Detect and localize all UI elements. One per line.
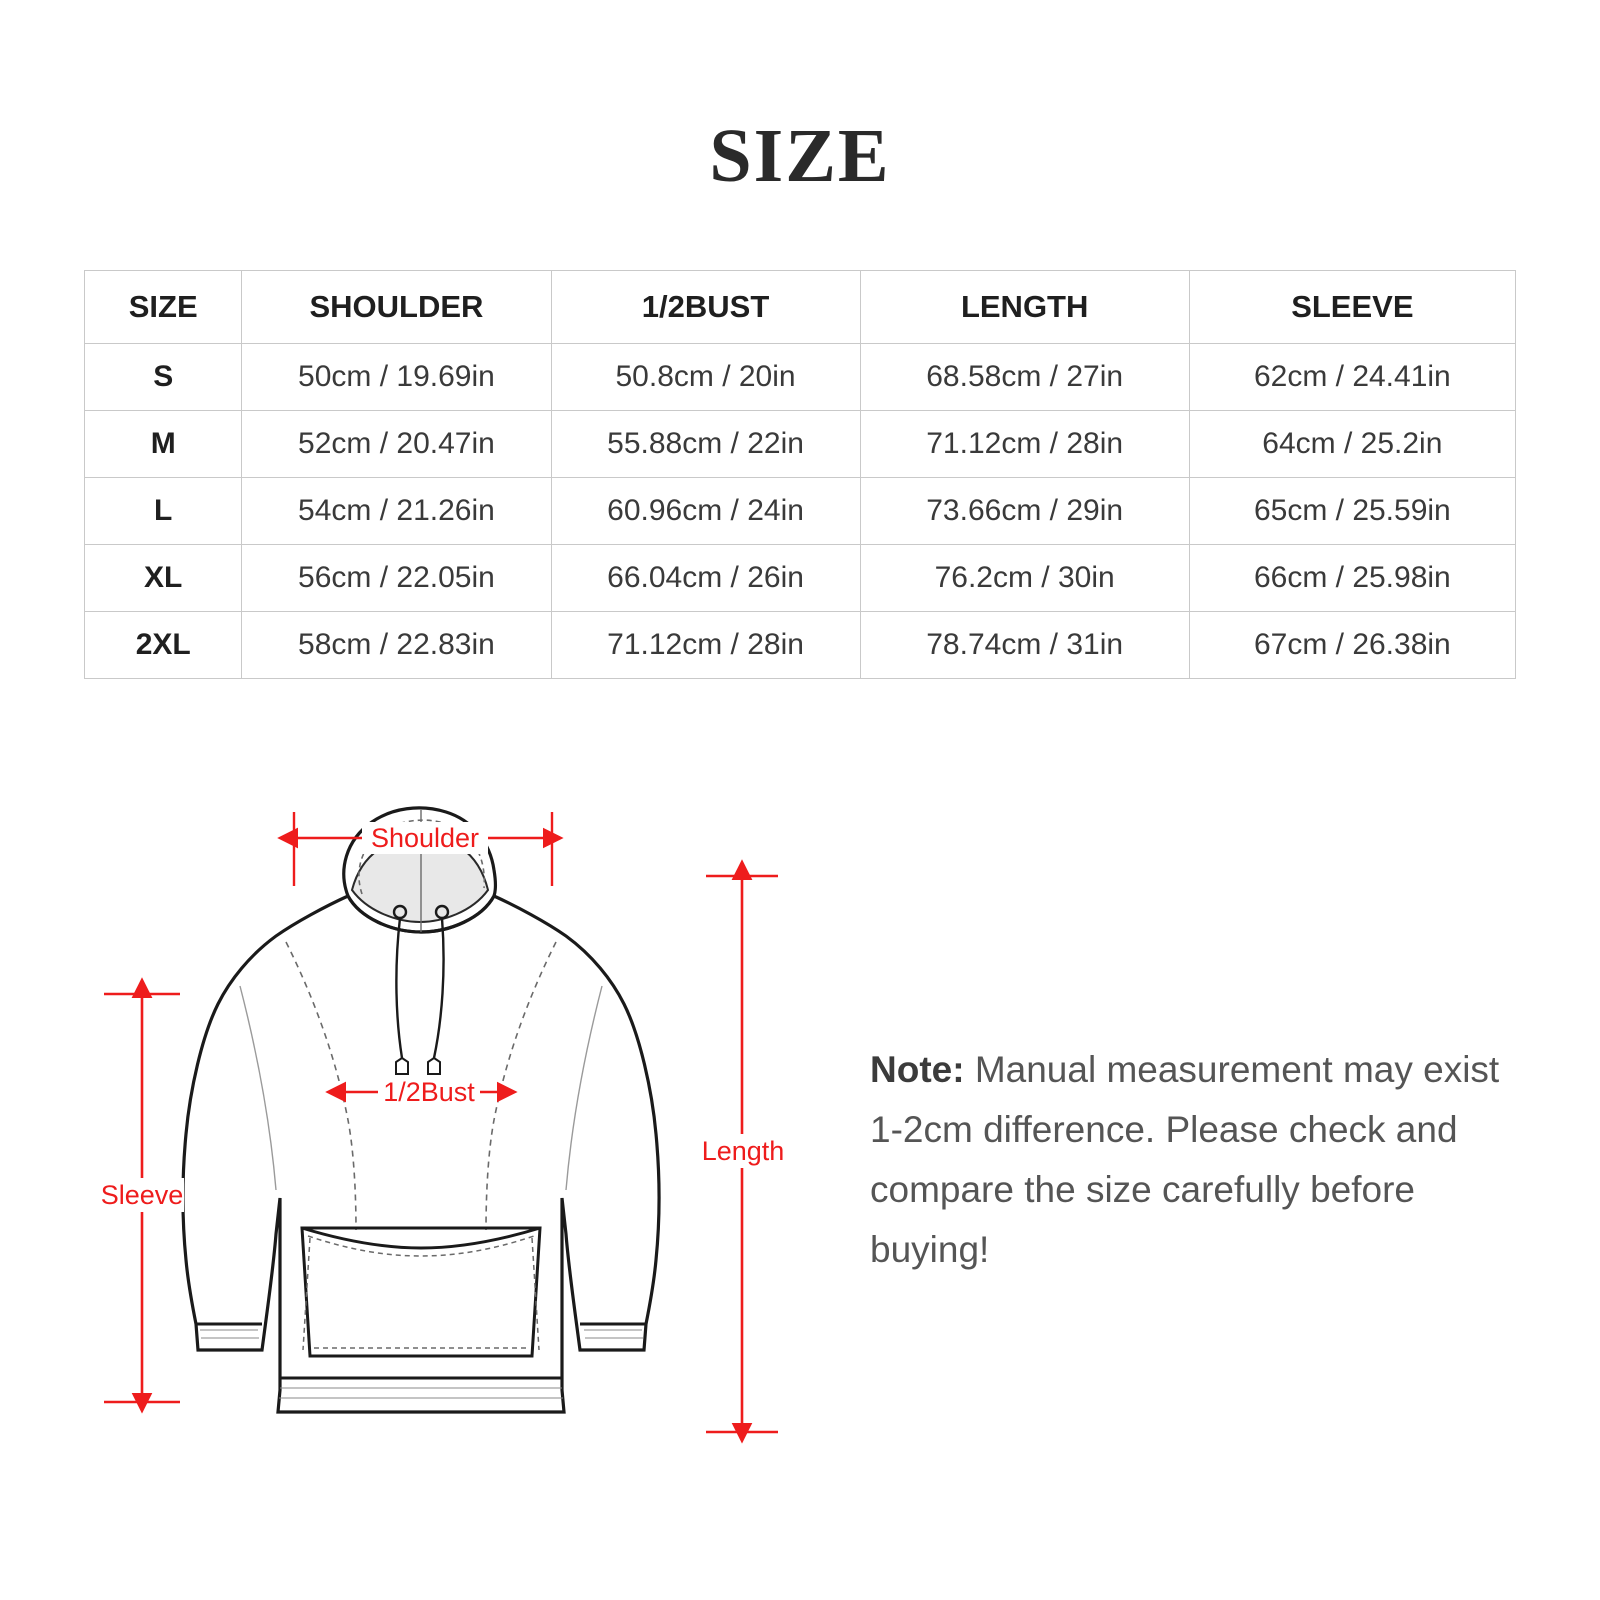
table-row [85,478,1516,545]
cell-size: M [85,411,242,478]
cell-length: 68.58cm / 27in [860,344,1189,411]
cell-shoulder: 54cm / 21.26in [242,478,551,545]
cell-bust: 50.8cm / 20in [551,344,860,411]
cell-sleeve: 64cm / 25.2in [1189,411,1515,478]
cell-shoulder: 56cm / 22.05in [242,545,551,612]
length-measure-guide [702,876,785,1432]
cell-bust: 71.12cm / 28in [551,612,860,679]
note-label: Note: [870,1049,965,1090]
bust-measure-label: 1/2Bust [383,1077,475,1107]
column-header-bust: 1/2BUST [551,271,860,344]
table-row [85,612,1516,679]
cell-shoulder: 52cm / 20.47in [242,411,551,478]
cell-shoulder: 58cm / 22.83in [242,612,551,679]
table-row [85,344,1516,411]
sleeve-measure-label: Sleeve [100,1180,184,1210]
cell-sleeve: 67cm / 26.38in [1189,612,1515,679]
table-row [85,545,1516,612]
cell-length: 71.12cm / 28in [860,411,1189,478]
sleeve-measure-guide [100,994,184,1402]
size-chart-table-wrapper [84,270,1516,679]
hoodie-illustration [183,808,659,1412]
shoulder-measure-label: Shoulder [370,823,480,853]
cell-bust: 66.04cm / 26in [551,545,860,612]
cell-size: L [85,478,242,545]
cell-length: 78.74cm / 31in [860,612,1189,679]
cell-bust: 60.96cm / 24in [551,478,860,545]
cell-shoulder: 50cm / 19.69in [242,344,551,411]
column-header-sleeve: SLEEVE [1189,271,1515,344]
column-header-size: SIZE [85,271,242,344]
column-header-length: LENGTH [860,271,1189,344]
cell-sleeve: 62cm / 24.41in [1189,344,1515,411]
cell-bust: 55.88cm / 22in [551,411,860,478]
page-title: SIZE [709,114,891,198]
cell-size: S [85,344,242,411]
column-header-shoulder: SHOULDER [242,271,551,344]
note-text: Manual measurement may exist 1-2cm difference. Please check and compare the size carefully before buying! [870,1049,1500,1270]
cell-sleeve: 65cm / 25.59in [1189,478,1515,545]
cell-length: 73.66cm / 29in [860,478,1189,545]
table-header-row [85,271,1516,344]
hoodie-measurement-diagram [90,790,840,1490]
hoodie-body-outline [183,896,659,1412]
table-row [85,411,1516,478]
length-measure-label: Length [701,1136,785,1166]
cell-length: 76.2cm / 30in [860,545,1189,612]
note-block [870,1040,1510,1280]
cell-size: 2XL [85,612,242,679]
cell-sleeve: 66cm / 25.98in [1189,545,1515,612]
cell-size: XL [85,545,242,612]
size-chart-table [84,270,1516,679]
